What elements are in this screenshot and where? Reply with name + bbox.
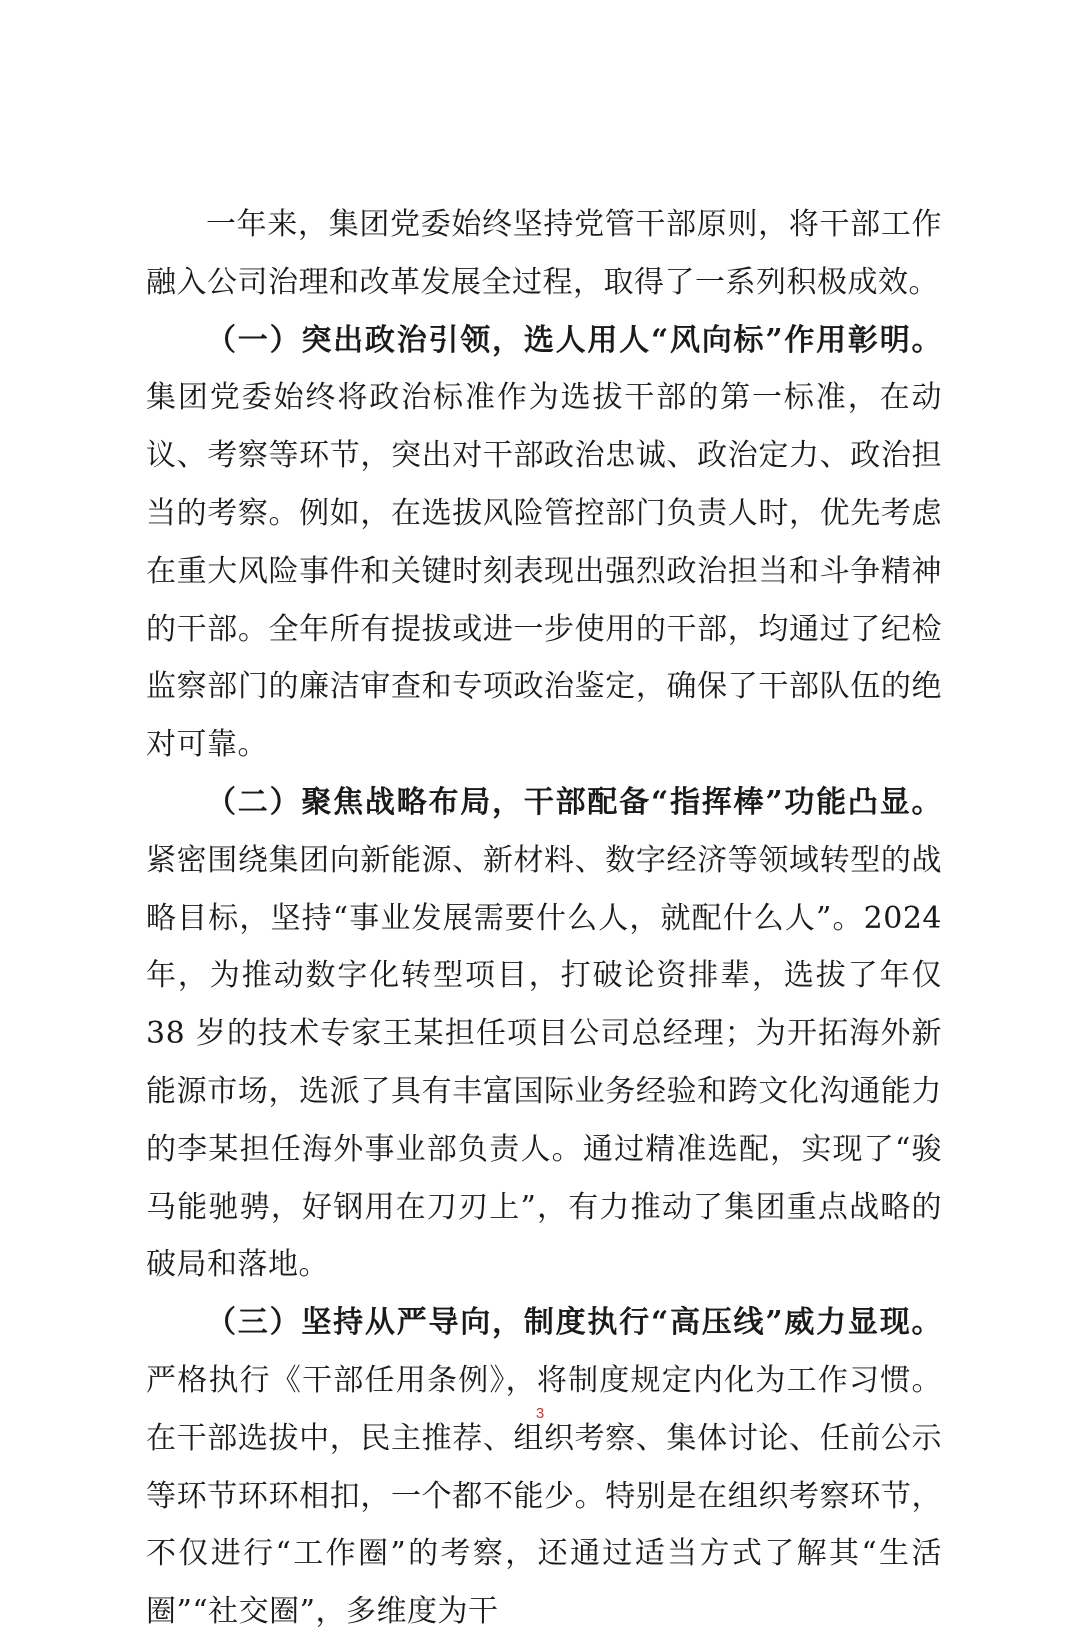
section-one-heading: （一）突出政治引领，选人用人“风向标”作用彰明。 (206, 322, 942, 358)
section-three-text: 严格执行《干部任用条例》，将制度规定内化为工作习惯。在干部选拔中，民主推荐、组织考察、集体讨论、任前公示等环节环环相扣，一个都不能少。特别是在组织考察环节，不仅进行“工作圈”的考察，还通过适当方式了解其“生活圈”“社交圈”，多维度为干 (146, 1362, 942, 1630)
section-three-heading: （三）坚持从严导向，制度执行“高压线”威力显现。 (206, 1305, 942, 1341)
section-one-paragraph (146, 312, 942, 774)
section-two-paragraph (146, 774, 942, 1294)
intro-paragraph (146, 196, 942, 312)
page-number: 3 (535, 1405, 545, 1422)
intro-text: 一年来，集团党委始终坚持党管干部原则，将干部工作融入公司治理和改革发展全过程，取得了一系列积极成效。 (146, 207, 942, 300)
document-body (146, 196, 942, 1641)
section-one-text: 集团党委始终将政治标准作为选拔干部的第一标准，在动议、考察等环节，突出对干部政治忠诚、政治定力、政治担当的考察。例如，在选拔风险管控部门负责人时，优先考虑在重大风险事件和关键时刻表现出强烈政治担当和斗争精神的干部。全年所有提拔或进一步使用的干部，均通过了纪检监察部门的廉洁审查和专项政治鉴定，确保了干部队伍的绝对可靠。 (146, 380, 942, 763)
section-two-heading: （二）聚焦战略布局，干部配备“指挥棒”功能凸显。 (206, 784, 942, 820)
section-two-text: 紧密围绕集团向新能源、新材料、数字经济等领域转型的战略目标，坚持“事业发展需要什么人，就配什么人”。2024 年，为推动数字化转型项目，打破论资排辈，选拔了年仅 38 岁的技术专家王某担任项目公司总经理；为开拓海外新能源市场，选派了具有丰富国际业务经验和跨文化沟通能力的李某担任海外事业部负责人。通过精准选配，实现了“骏马能驰骋，好钢用在刀刃上”，有力推动了集团重点战略的破局和落地。 (146, 842, 942, 1283)
section-three-paragraph (146, 1294, 942, 1641)
